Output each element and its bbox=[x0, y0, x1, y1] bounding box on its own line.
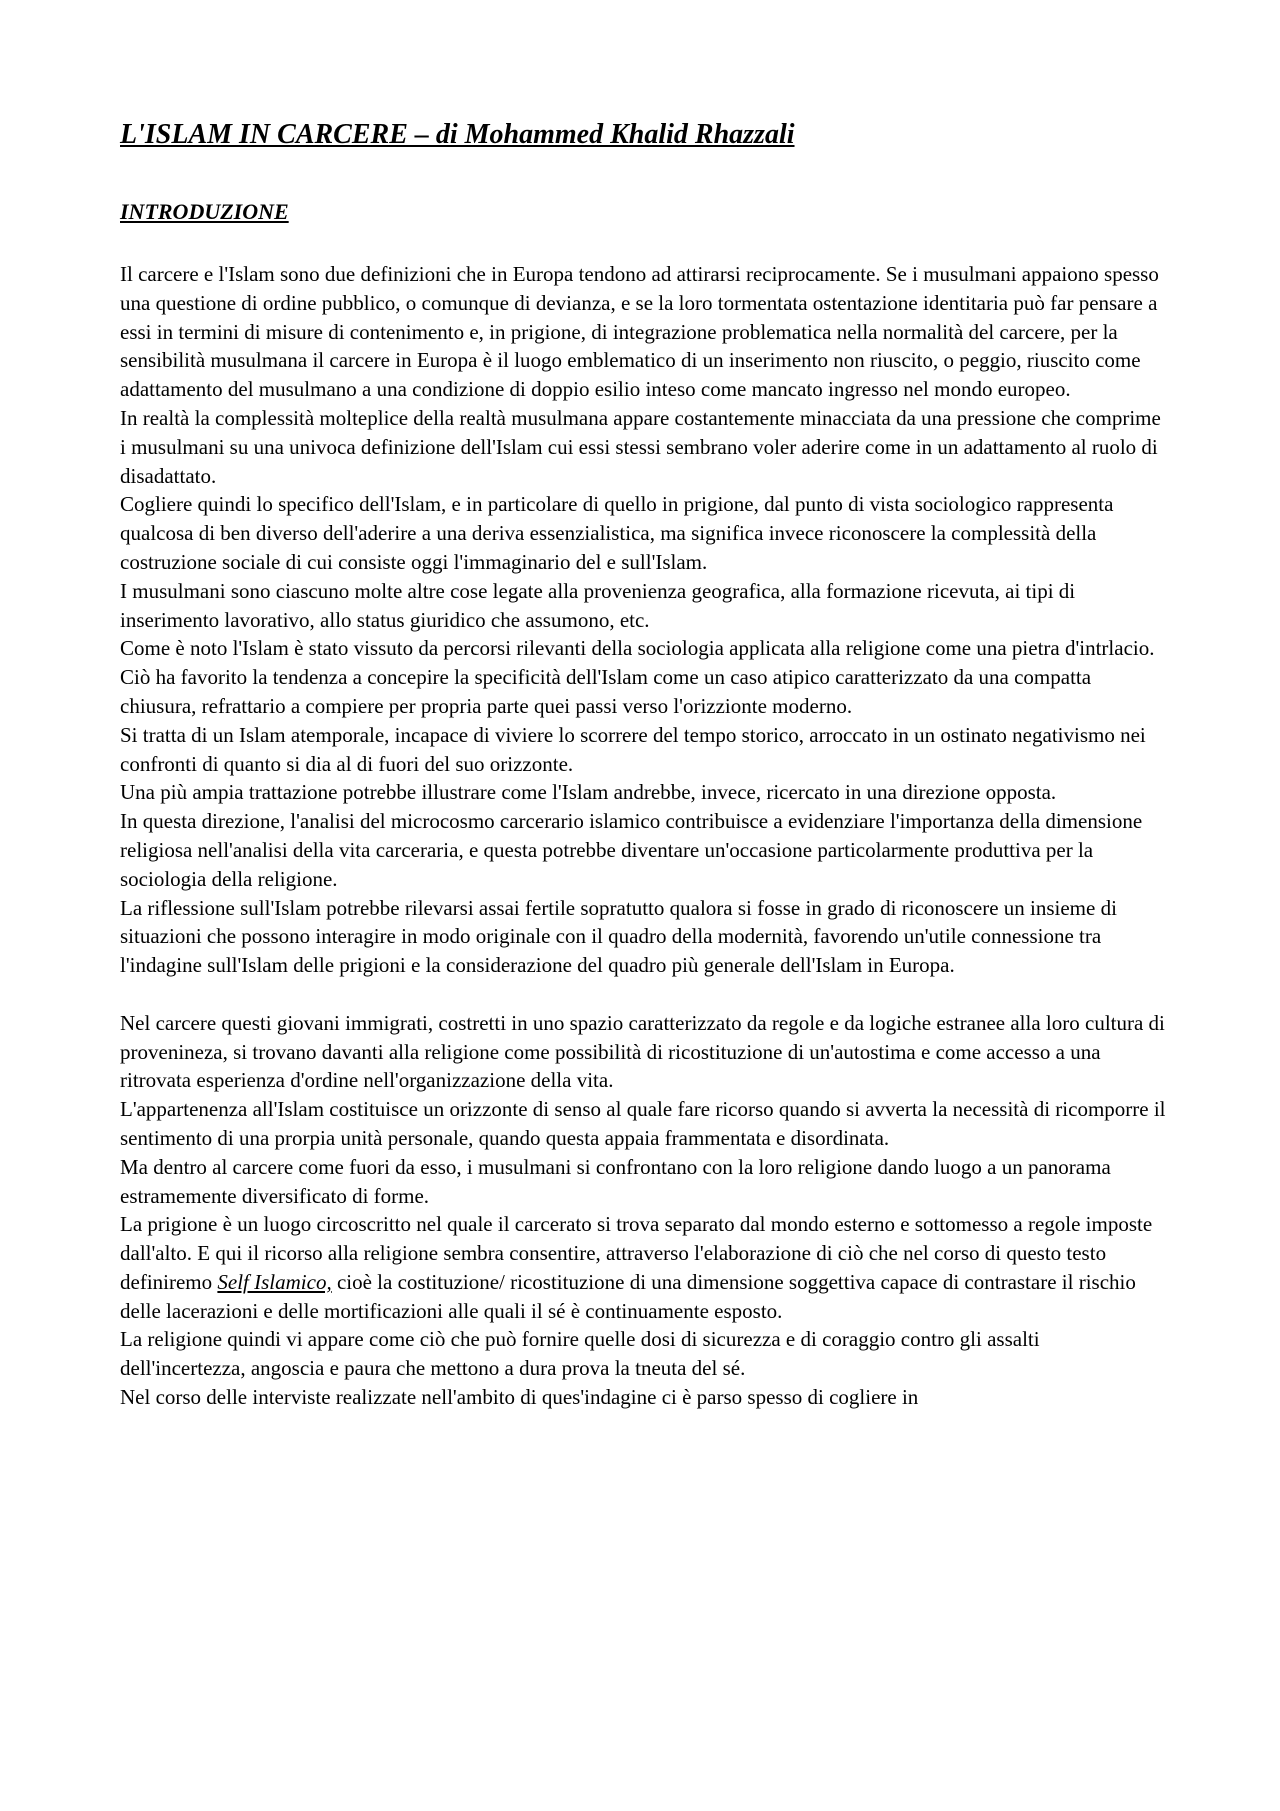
document-page bbox=[120, 118, 1170, 1412]
paragraph-break bbox=[120, 980, 1170, 1009]
document-title: L'ISLAM IN CARCERE – di Mohammed Khalid Rhazzali bbox=[120, 119, 795, 150]
paragraph: Come è noto l'Islam è stato vissuto da percorsi rilevanti della sociologia applicata alla religione come una pietra d'intrlacio. Ciò ha favorito la tendenza a concepire la specificità dell'Islam come un caso atipico caratterizzato da una compatta chiusura, refrattario a compiere per propria parte quei passi verso l'orizzionte moderno. bbox=[120, 636, 1155, 718]
paragraph: Ma dentro al carcere come fuori da esso, i musulmani si confrontano con la loro religione dando luogo a un panorama estramemente diversificato di forme. bbox=[120, 1154, 1111, 1208]
paragraph: Nel corso delle interviste realizzate nell'ambito di ques'indagine ci è parso spesso di cogliere in bbox=[120, 1385, 919, 1410]
paragraph: In realtà la complessità molteplice della realtà musulmana appare costantemente minacciata da una pressione che comprime i musulmani su una univoca definizione dell'Islam cui essi stessi sembrano voler aderire come in un adattamento al ruolo di disadattato. bbox=[120, 405, 1161, 488]
paragraph: In questa direzione, l'analisi del microcosmo carcerario islamico contribuisce a evidenziare l'importanza della dimensione religiosa nell'analisi della vita carceraria, e questa potrebbe diventare un'occasione particolarmente produttiva per la sociologia della religione. bbox=[120, 809, 1143, 891]
self-islamico-term: Self Islamico, bbox=[217, 1269, 332, 1294]
paragraph: La religione quindi vi appare come ciò che può fornire quelle dosi di sicurezza e di coraggio contro gli assalti dell'incertezza, angoscia e paura che mettono a dura prova la tneuta del sé. bbox=[120, 1327, 1040, 1381]
document-body bbox=[120, 260, 1170, 1412]
paragraph: Si tratta di un Islam atemporale, incapace di viviere lo scorrere del tempo storico, arroccato in un ostinato negativismo nei confronti di quanto si dia al di fuori del suo orizzonte. bbox=[120, 722, 1146, 776]
section-heading-introduzione: INTRODUZIONE bbox=[120, 199, 289, 224]
paragraph-text-after-term: cioè la costituzione/ ricostituzione di una dimensione soggettiva capace di contrastare il rischio delle lacerazioni e delle mortificazioni alle quali il sé è continuamente esposto. bbox=[120, 1269, 1136, 1323]
paragraph: I musulmani sono ciascuno molte altre cose legate alla provenienza geografica, alla formazione ricevuta, ai tipi di inserimento lavorativo, allo status giuridico che assumono, etc. bbox=[120, 578, 1076, 632]
paragraph: Il carcere e l'Islam sono due definizioni che in Europa tendono ad attirarsi reciprocamente. Se i musulmani appaiono spesso una questione di ordine pubblico, o comunque di devianza, e se la loro tormentata ostentazione identitaria può far pensare a essi in termini di misure di contenimento e, in prigione, di integrazione problematica nella normalità del carcere, per la sensibilità musulmana il carcere in Europa è il luogo emblematico di un inserimento non riuscito, o peggio, riuscito come adattamento del musulmano a una condizione di doppio esilio inteso come mancato ingresso nel mondo europeo. bbox=[120, 262, 1159, 402]
paragraph: Cogliere quindi lo specifico dell'Islam, e in particolare di quello in prigione, dal punto di vista sociologico rappresenta qualcosa di ben diverso dell'aderire a una deriva essenzialistica, ma significa invece riconoscere la complessità della costruzione sociale di cui consiste oggi l'immaginario del e sull'Islam. bbox=[120, 492, 1114, 574]
paragraph: Nel carcere questi giovani immigrati, costretti in uno spazio caratterizzato da regole e da logiche estranee alla loro cultura di provenineza, si trovano davanti alla religione come possibilità di ricostituzione di un'autostima e come accesso a una ritrovata esperienza d'ordine nell'organizzazione della vita. bbox=[120, 1010, 1165, 1093]
paragraph: Una più ampia trattazione potrebbe illustrare come l'Islam andrebbe, invece, ricercato in una direzione opposta. bbox=[120, 780, 1057, 805]
paragraph: La riflessione sull'Islam potrebbe rilevarsi assai fertile sopratutto qualora si fosse in grado di riconoscere un insieme di situazioni che possono interagire in modo originale con il quadro della modernità, favorendo un'utile connessione tra l'indagine sull'Islam delle prigioni e la considerazione del quadro più generale dell'Islam in Europa. bbox=[120, 895, 1117, 978]
paragraph: L'appartenenza all'Islam costituisce un orizzonte di senso al quale fare ricorso quando si avverta la necessità di ricomporre il sentimento di una prorpia unità personale, quando questa appaia frammentata e disordinata. bbox=[120, 1097, 1166, 1150]
paragraph-self-islamico bbox=[120, 1210, 1170, 1325]
paragraph-text-before-term: La prigione è un luogo circoscritto nel quale il carcerato si trova separato dal mondo esterno e sottomesso a regole imposte dall'alto. E qui il ricorso alla religione sembra consentire, attraverso l'elaborazione di ciò che nel corso di questo testo definiremo bbox=[120, 1212, 1153, 1294]
